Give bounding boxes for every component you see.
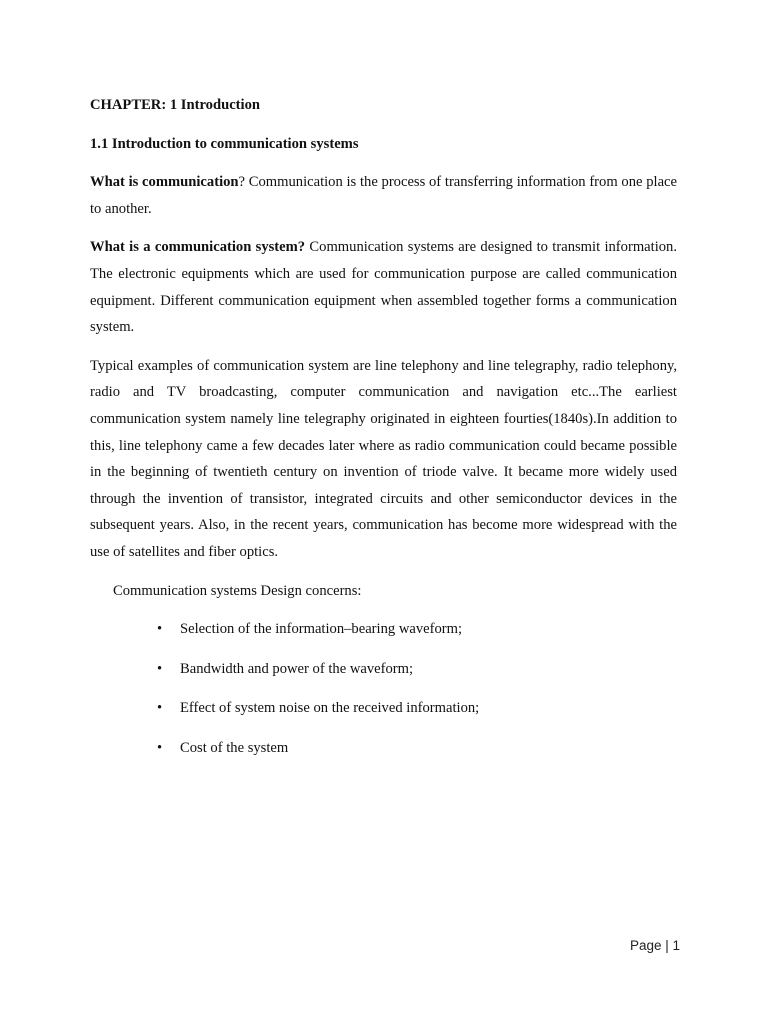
page-number: Page | 1 xyxy=(629,938,680,953)
page-content xyxy=(90,92,677,774)
paragraph-text: ? Communication is the process of transferring information from one place to another. xyxy=(90,174,677,217)
bullet-icon: • xyxy=(157,700,163,717)
list-item xyxy=(90,695,677,722)
design-concerns-list xyxy=(90,616,677,761)
bullet-icon: • xyxy=(157,660,163,677)
list-item xyxy=(90,735,677,762)
paragraph-what-is-communication-system xyxy=(90,234,677,340)
list-item-text: Cost of the system xyxy=(180,739,289,756)
design-concerns-intro: Communication systems Design concerns: xyxy=(113,582,362,599)
list-item xyxy=(90,656,677,683)
paragraph-lead: What is a communication system? xyxy=(90,239,306,256)
paragraph-typical-examples: Typical examples of communication system are line telephony and line telegraphy, radio telephony, radio and TV broadcasting, computer communication and navigation etc...The earliest communication system namely line telegraphy originated in eighteen fourties(1840s).In addition to this, line telephony came a few decades later where as radio communication could became possible in the beginning of twentieth century on invention of triode valve. It became more widely used through the invention of transistor, integrated circuits and other semiconductor devices in the subsequent years. Also, in the recent years, communication has become more widespread with the use of satellites and fiber optics. xyxy=(90,357,677,560)
list-item-text: Selection of the information–bearing waveform; xyxy=(180,621,463,638)
list-item xyxy=(90,616,677,643)
section-title: 1.1 Introduction to communication systems xyxy=(90,135,359,152)
paragraph-text: Communication systems are designed to transmit information. The electronic equipments which are used for communication purpose are called communication equipment. Different communication equipment when assembled together forms a communication system. xyxy=(90,239,677,336)
bullet-icon: • xyxy=(157,739,163,756)
paragraph-what-is-communication xyxy=(90,169,677,222)
paragraph-lead: What is communication xyxy=(90,174,239,191)
list-item-text: Bandwidth and power of the waveform; xyxy=(180,660,414,677)
chapter-title: CHAPTER: 1 Introduction xyxy=(90,97,261,113)
bullet-icon: • xyxy=(157,621,163,638)
list-item-text: Effect of system noise on the received information; xyxy=(180,700,480,717)
